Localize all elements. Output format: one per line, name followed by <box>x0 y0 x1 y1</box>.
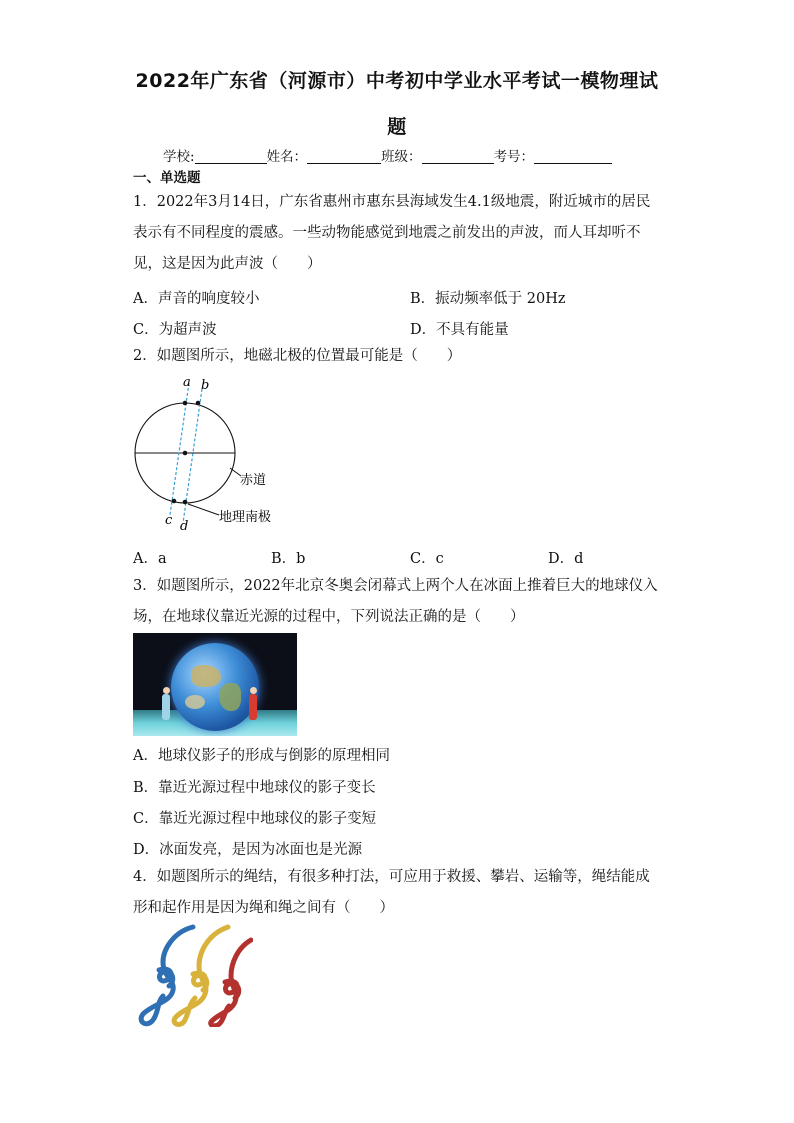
question-2-option-b[interactable]: B．b <box>271 551 306 567</box>
student-info-line <box>163 145 612 165</box>
exam-title-line1: 2022年广东省（河源市）中考初中学业水平考试一模物理试 <box>135 70 659 92</box>
question-1-option-d[interactable]: D．不具有能量 <box>410 322 509 338</box>
question-3-option-a[interactable]: A．地球仪影子的形成与倒影的原理相同 <box>133 748 390 764</box>
person-left-head <box>163 687 170 694</box>
label-equator: 赤道 <box>240 473 267 488</box>
giant-globe <box>171 643 259 731</box>
question-1-option-b[interactable]: B．振动频率低于 20Hz <box>410 291 566 307</box>
question-3-option-c[interactable]: C．靠近光源过程中地球仪的影子变短 <box>133 811 377 827</box>
question-2-option-c[interactable]: C．c <box>410 551 444 567</box>
point-c <box>172 499 177 504</box>
south-pole-leader <box>188 504 219 515</box>
label-south-pole: 地理南极 <box>219 510 272 525</box>
question-3-text: 3．如题图所示，2022年北京冬奥会闭幕式上两个人在冰面上推着巨大的地球仪入场，在地球仪靠近光源的过程中，下列说法正确的是（ ） <box>133 578 658 625</box>
exam-no-label: 考号： <box>493 149 535 165</box>
point-b <box>196 401 201 406</box>
question-2-option-d[interactable]: D．d <box>548 551 584 567</box>
question-1-option-c[interactable]: C．为超声波 <box>133 322 217 338</box>
earth-magnetic-diagram <box>128 373 298 533</box>
person-right <box>249 694 257 720</box>
name-label: 姓名： <box>266 149 308 165</box>
name-blank[interactable] <box>307 149 381 164</box>
label-a: a <box>183 375 191 390</box>
globe-ceremony-photo <box>133 633 297 736</box>
knot-yellow <box>193 973 207 990</box>
school-blank[interactable] <box>195 149 267 164</box>
label-c: c <box>165 513 173 528</box>
question-2-option-a[interactable]: A．a <box>133 551 167 567</box>
label-b: b <box>201 378 210 393</box>
person-left <box>162 694 170 720</box>
label-d: d <box>180 519 189 533</box>
question-1-text: 1．2022年3月14日，广东省惠州市惠东县海域发生4.1级地震，附近城市的居民表示有不同程度的震感。一些动物能感觉到地震之前发出的声波，而人耳却听不见，这是因为此声波（ ） <box>133 194 651 272</box>
class-label: 班级： <box>381 149 422 165</box>
rope-knots-image <box>133 922 253 1027</box>
section-heading: 一、单选题 <box>133 170 201 186</box>
school-label: 学校: <box>163 149 195 165</box>
class-blank[interactable] <box>422 149 494 164</box>
person-right-head <box>250 687 257 694</box>
point-a <box>183 401 188 406</box>
question-2-text: 2．如题图所示，地磁北极的位置最可能是（ ） <box>133 348 462 364</box>
question-1-option-a[interactable]: A．声音的响度较小 <box>133 291 260 307</box>
question-3-option-b[interactable]: B．靠近光源过程中地球仪的影子变长 <box>133 780 376 796</box>
exam-title-line2: 题 <box>387 116 407 138</box>
point-center <box>183 451 188 456</box>
question-4-text: 4．如题图所示的绳结，有很多种打法，可应用于救援、攀岩、运输等，绳结能成形和起作用是因为绳和绳之间有（ ） <box>133 869 650 916</box>
point-d <box>183 500 188 505</box>
question-3-option-d[interactable]: D．冰面发亮，是因为冰面也是光源 <box>133 842 363 858</box>
exam-no-blank[interactable] <box>534 149 612 164</box>
